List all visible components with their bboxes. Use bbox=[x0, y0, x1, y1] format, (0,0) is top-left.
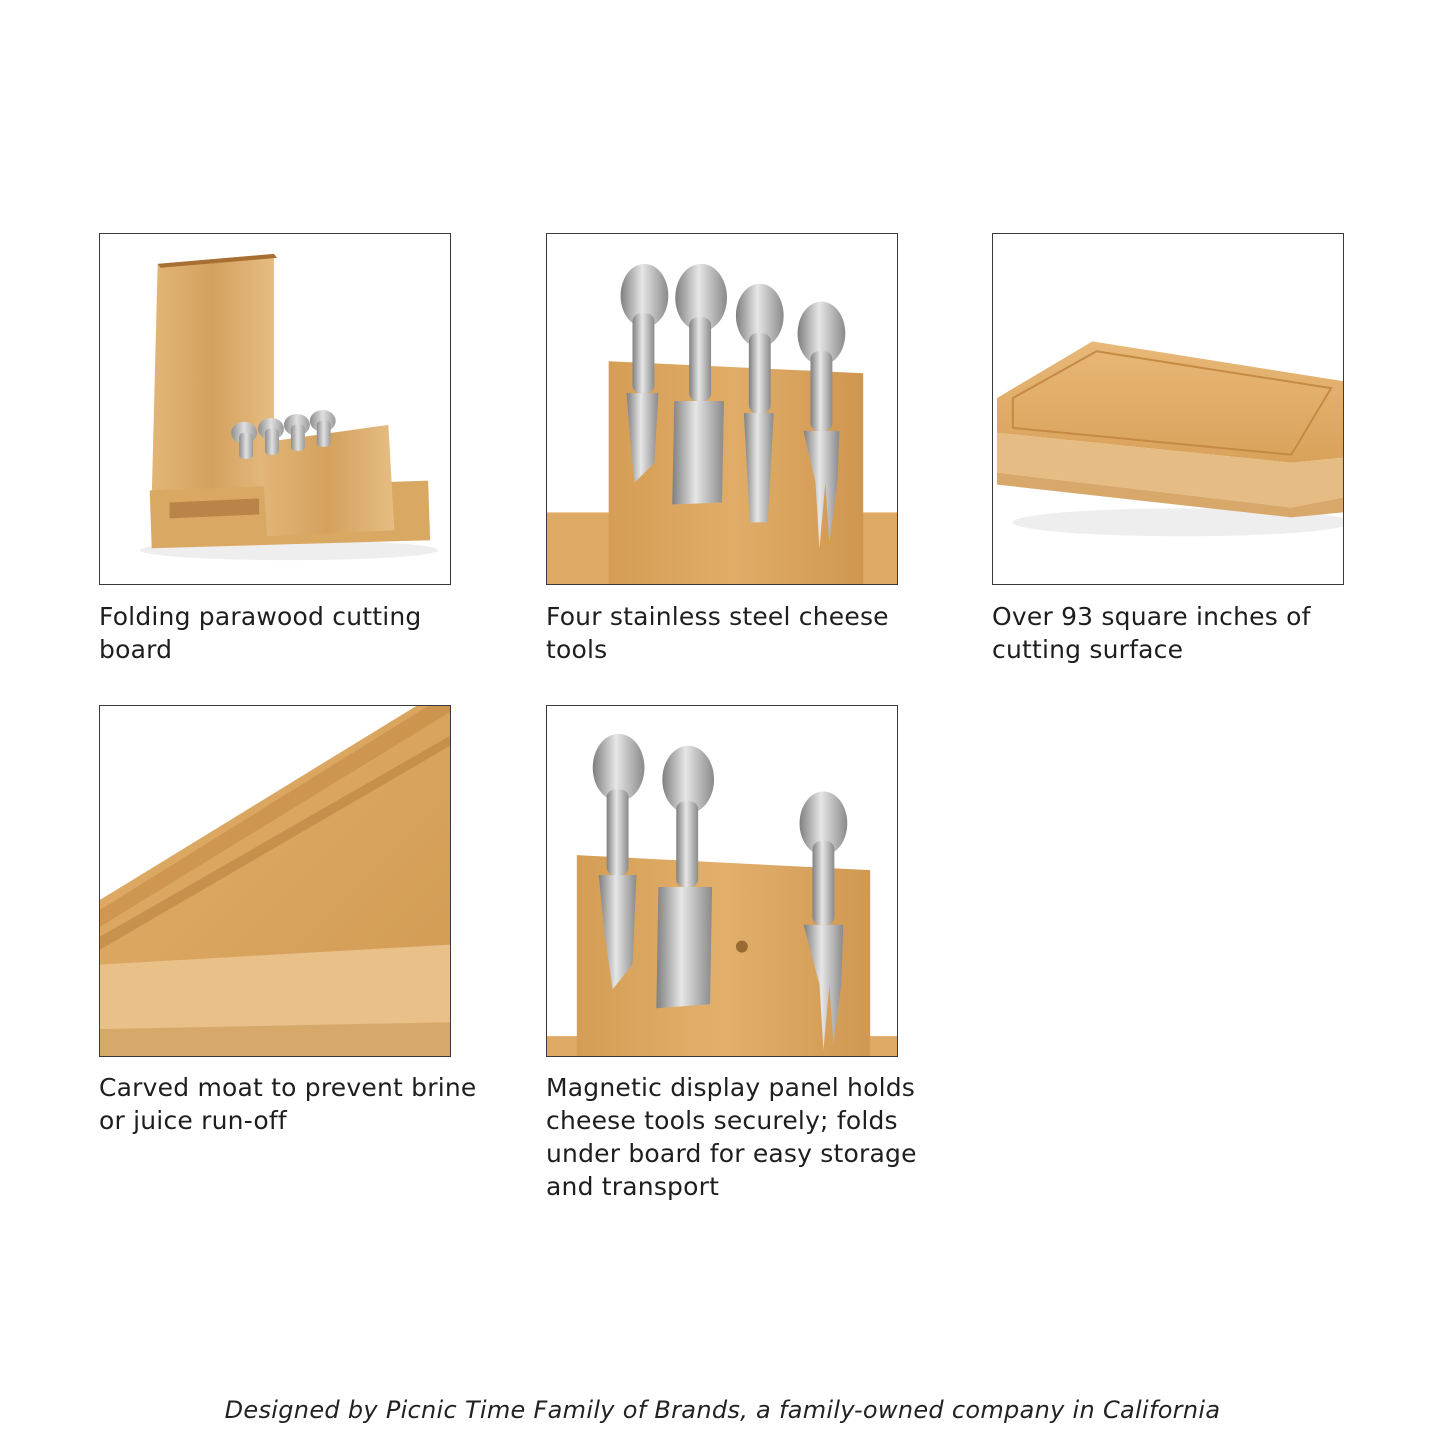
product-image-closed-board bbox=[992, 233, 1344, 585]
product-image-carved-moat bbox=[99, 705, 451, 1057]
product-image-four-tools bbox=[546, 233, 898, 585]
product-image-magnetic-panel bbox=[546, 705, 898, 1057]
caption-carved-moat: Carved moat to prevent brine or juice run-off bbox=[99, 1073, 477, 1135]
caption-magnetic-panel: Magnetic display panel holds cheese tools securely; folds under board for easy storage and transport bbox=[546, 1073, 917, 1201]
caption-four-tools: Four stainless steel cheese tools bbox=[546, 602, 889, 664]
caption-folding-board: Folding parawood cutting board bbox=[99, 602, 422, 664]
caption-cutting-surface: Over 93 square inches of cutting surface bbox=[992, 602, 1311, 664]
footer-tagline: Designed by Picnic Time Family of Brands, a family-owned company in California bbox=[224, 1396, 1221, 1424]
product-image-folding-board bbox=[99, 233, 451, 585]
